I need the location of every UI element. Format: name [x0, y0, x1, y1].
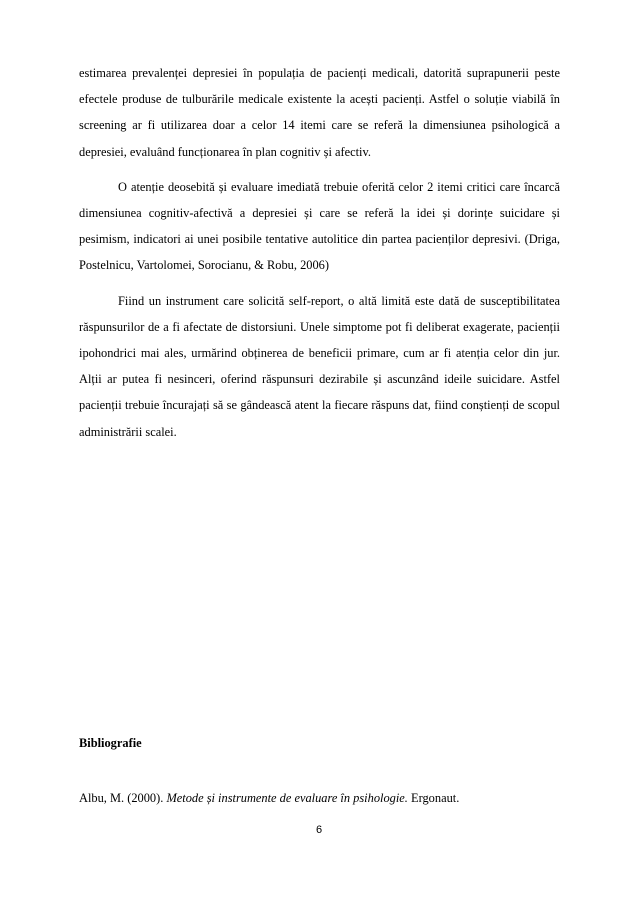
bibliography-heading: Bibliografie [79, 736, 142, 750]
paragraph-2: O atenție deosebită și evaluare imediată trebuie oferită celor 2 itemi critici care încarcă dimensiunea cognitiv-afectivă a depresiei și care se referă la idei și dorințe suicidare și pesimism, indicatori ai unei posibile tentative autolitice din partea pacienților depresivi. (Driga, Postelnicu, Vartolomei, Sorocianu, & Robu, 2006) [79, 179, 560, 273]
reference-author-year: Albu, M. (2000). [79, 791, 164, 805]
bibliography-entry [79, 785, 560, 811]
paragraph-3: Fiind un instrument care solicită self-report, o altă limită este dată de susceptibilitatea răspunsurilor de a fi afectate de distorsiuni. Unele simptome pot fi deliberat exagerate, pacienții ipohondrici mai ales, urmărind obținerea de beneficii primare, cum ar fi atenția celor din jur. Alții ar putea fi nesinceri, oferind răspunsuri dezirabile și ascunzând ideile suicidare. Astfel pacienții trebuie încurajați să se gândească atent la fiecare răspuns dat, fiind conștienți de scopul administrării scalei. [79, 293, 560, 439]
body-text [79, 60, 560, 445]
paragraph-1: estimarea prevalenței depresiei în populația de pacienți medicali, datorită suprapunerii peste efectele produse de tulburările medicale existente la acești pacienți. Astfel o soluție viabilă în screening ar fi utilizarea doar a celor 14 itemi care se referă la dimensiunea psihologică a depresiei, evaluând funcționarea în plan cognitiv și afectiv. [79, 66, 560, 159]
reference-title: Metode și instrumente de evaluare în psihologie. [166, 791, 408, 805]
page-number: 6 [315, 824, 323, 836]
reference-publisher: Ergonaut. [411, 791, 460, 805]
